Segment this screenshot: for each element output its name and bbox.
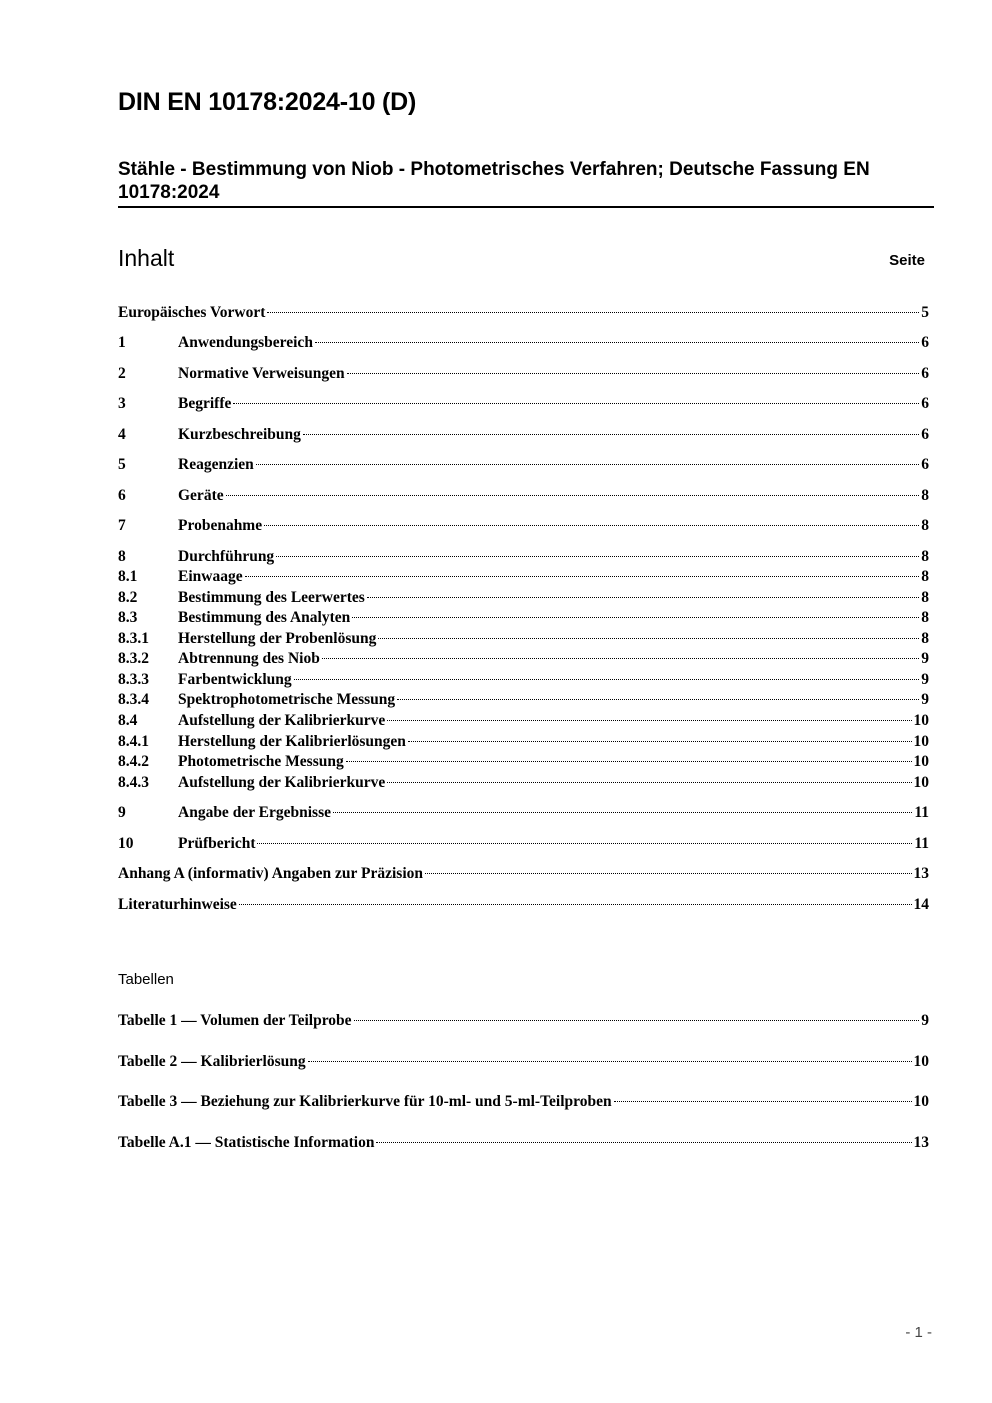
toc-entry-label: Aufstellung der Kalibrierkurve [178, 712, 386, 729]
toc-entry-number: 8.3 [118, 609, 138, 626]
toc-dot-leader [387, 768, 911, 783]
toc-entry-page: 8 [921, 630, 929, 647]
toc-dot-leader [387, 706, 911, 721]
toc-entry-page: 10 [913, 712, 929, 729]
toc-entry[interactable] [118, 515, 929, 535]
toc-entry-page: 6 [921, 365, 929, 382]
toc-entry-number: 2 [118, 365, 126, 382]
toc-dot-leader [333, 798, 912, 813]
toc-entry-number: 8.3.1 [118, 630, 149, 647]
toc-dot-leader [352, 603, 919, 618]
toc-entry[interactable] [118, 894, 929, 914]
toc-entry-label: Einwaage [178, 568, 243, 585]
toc-entry[interactable] [118, 485, 929, 505]
toc-entry-number: 7 [118, 517, 126, 534]
toc-entry-label: Normative Verweisungen [178, 365, 345, 382]
toc-entry-label: Abtrennung des Niob [178, 650, 320, 667]
toc-entry-page: 9 [921, 671, 929, 688]
toc-entry-label: Anwendungsbereich [178, 334, 313, 351]
page-column-label: Seite [889, 252, 925, 269]
toc-dot-leader [245, 562, 920, 577]
toc-entry-page: 14 [913, 896, 929, 913]
document-title: Stähle - Bestimmung von Niob - Photometrisches Verfahren; Deutsche Fassung EN 10178:2024 [118, 158, 934, 208]
toc-entry-label: Herstellung der Kalibrierlösungen [178, 733, 406, 750]
toc-dot-leader [408, 727, 912, 742]
toc-entry-page: 5 [921, 304, 929, 321]
toc-entry-page: 13 [913, 865, 929, 882]
toc-entry-label: Kurzbeschreibung [178, 426, 301, 443]
toc-dot-leader [347, 359, 920, 374]
toc-entry-label: Durchführung [178, 548, 275, 565]
toc-entry-label: Photometrische Messung [178, 753, 344, 770]
table-entry[interactable] [118, 1132, 929, 1152]
toc-entry-label: Spektrophotometrische Messung [178, 691, 396, 708]
toc-entry-page: 9 [921, 691, 929, 708]
table-dot-leader [614, 1087, 912, 1102]
toc-entry-number: 1 [118, 334, 126, 351]
toc-entry-page: 8 [921, 589, 929, 606]
table-entry-label: Tabelle 2 — Kalibrierlösung [118, 1053, 306, 1070]
toc-dot-leader [276, 542, 919, 557]
toc-entry-label: Geräte [178, 487, 224, 504]
toc-entry-label: Bestimmung des Leerwertes [178, 589, 365, 606]
table-entry[interactable] [118, 1051, 929, 1071]
toc-entry-label: Anhang A (informativ) Angaben zur Präzision [118, 865, 424, 882]
toc-entry-number: 10 [118, 835, 134, 852]
toc-entry-page: 6 [921, 334, 929, 351]
table-dot-leader [308, 1047, 912, 1062]
tables-heading: Tabellen [118, 971, 174, 988]
toc-dot-leader [256, 450, 919, 465]
toc-entry-number: 8.3.3 [118, 671, 149, 688]
toc-entry[interactable] [118, 863, 929, 883]
toc-entry[interactable] [118, 302, 929, 322]
toc-entry-label: Bestimmung des Analyten [178, 609, 351, 626]
toc-entry[interactable] [118, 393, 929, 413]
toc-entry-page: 8 [921, 517, 929, 534]
document-id: DIN EN 10178:2024-10 (D) [118, 88, 417, 116]
toc-entry-page: 6 [921, 456, 929, 473]
toc-entry-number: 8.4.2 [118, 753, 149, 770]
table-entry-label: Tabelle 1 — Volumen der Teilprobe [118, 1012, 352, 1029]
toc-entry-label: Reagenzien [178, 456, 254, 473]
toc-dot-leader [322, 644, 919, 659]
toc-dot-leader [267, 298, 919, 313]
toc-entry-page: 10 [913, 753, 929, 770]
toc-entry[interactable] [118, 363, 929, 383]
toc-entry-number: 6 [118, 487, 126, 504]
toc-entry-number: 3 [118, 395, 126, 412]
toc-entry-number: 8.3.4 [118, 691, 149, 708]
toc-entry[interactable] [118, 454, 929, 474]
toc-dot-leader [425, 859, 911, 874]
toc-entry-number: 9 [118, 804, 126, 821]
toc-dot-leader [346, 747, 912, 762]
toc-entry-page: 8 [921, 609, 929, 626]
toc-entry-label: Farbentwicklung [178, 671, 292, 688]
toc-entry-number: 4 [118, 426, 126, 443]
toc-entry-page: 11 [914, 835, 929, 852]
toc-entry-number: 8.4.1 [118, 733, 149, 750]
toc-entry-label: Literaturhinweise [118, 896, 237, 913]
toc-dot-leader [294, 665, 920, 680]
toc-entry-number: 8.4.3 [118, 774, 149, 791]
toc-entry-number: 8.3.2 [118, 650, 149, 667]
toc-dot-leader [264, 511, 919, 526]
toc-entry-page: 11 [914, 804, 929, 821]
toc-entry-label: Angabe der Ergebnisse [178, 804, 332, 821]
toc-heading: Inhalt [118, 245, 175, 271]
toc-dot-leader [397, 685, 919, 700]
table-entry[interactable] [118, 1091, 929, 1111]
toc-entry-label: Prüfbericht [178, 835, 256, 852]
table-entry-page: 13 [913, 1134, 929, 1151]
toc-dot-leader [257, 829, 912, 844]
toc-entry[interactable] [118, 424, 929, 444]
toc-entry-label: Begriffe [178, 395, 232, 412]
toc-entry[interactable] [118, 802, 929, 822]
page-number: - 1 - [905, 1324, 932, 1341]
toc-entry-page: 6 [921, 426, 929, 443]
toc-entry-number: 8 [118, 548, 126, 565]
toc-entry-number: 8.2 [118, 589, 138, 606]
toc-entry[interactable] [118, 772, 929, 792]
toc-dot-leader [233, 389, 919, 404]
table-entry-page: 10 [913, 1093, 929, 1110]
table-entry-page: 10 [913, 1053, 929, 1070]
toc-entry-page: 8 [921, 487, 929, 504]
toc-dot-leader [226, 481, 920, 496]
toc-entry-label: Europäisches Vorwort [118, 304, 266, 321]
table-entry-label: Tabelle 3 — Beziehung zur Kalibrierkurve für 10-ml- und 5-ml-Teilproben [118, 1093, 612, 1110]
toc-entry-number: 8.1 [118, 568, 138, 585]
table-entry-label: Tabelle A.1 — Statistische Information [118, 1134, 375, 1151]
table-dot-leader [354, 1006, 920, 1021]
toc-dot-leader [239, 890, 912, 905]
toc-entry-number: 5 [118, 456, 126, 473]
toc-entry-number: 8.4 [118, 712, 138, 729]
toc-entry-label: Probenahme [178, 517, 263, 534]
table-entry-page: 9 [921, 1012, 929, 1029]
toc-entry-page: 6 [921, 395, 929, 412]
table-dot-leader [376, 1128, 911, 1143]
toc-entry-label: Aufstellung der Kalibrierkurve [178, 774, 386, 791]
toc-dot-leader [303, 420, 919, 435]
toc-entry[interactable] [118, 833, 929, 853]
toc-entry-page: 8 [921, 568, 929, 585]
toc-entry-page: 10 [913, 774, 929, 791]
toc-dot-leader [315, 328, 919, 343]
toc-entry-label: Herstellung der Probenlösung [178, 630, 377, 647]
toc-dot-leader [378, 624, 919, 639]
toc-entry-page: 8 [921, 548, 929, 565]
table-entry[interactable] [118, 1010, 929, 1030]
toc-entry-page: 10 [913, 733, 929, 750]
toc-entry-page: 9 [921, 650, 929, 667]
toc-dot-leader [367, 583, 919, 598]
toc-entry[interactable] [118, 332, 929, 352]
